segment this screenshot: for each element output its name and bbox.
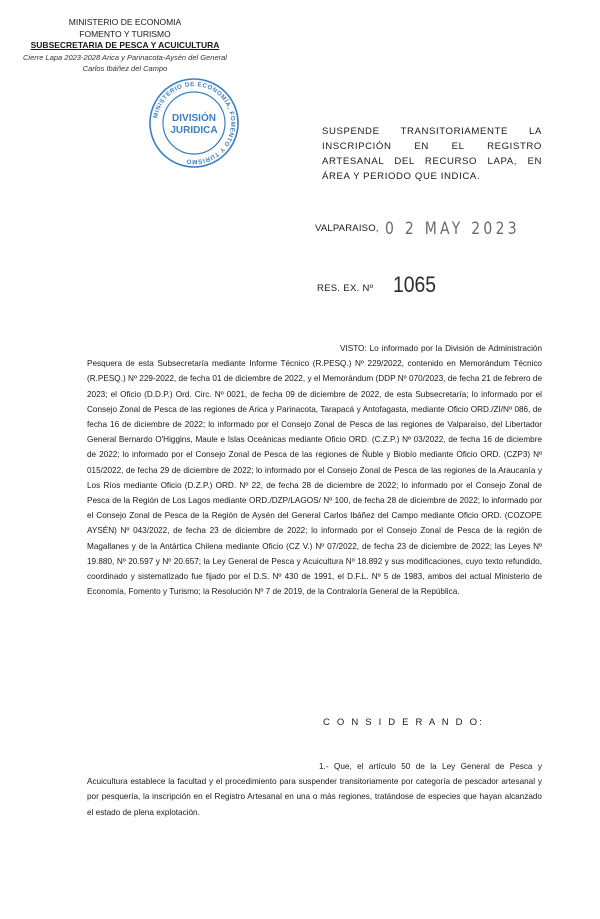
file-reference-line-2: Carlos Ibáñez del Campo [82, 63, 168, 73]
file-reference-line-1: Cierre Lapa 2023-2028 Arica y Parinacota-Aysén del General [23, 52, 227, 62]
stamp-outer-text: MINISTERIO DE ECONOMÍA, FOMENTO Y TURISMO [152, 80, 237, 166]
resolution-label: RES. EX. Nº [317, 283, 374, 294]
considerando-point-1: 1.- Que, el artículo 50 de la Ley General de Pesca y Acuicultura establece la facultad y el procedimiento para suspender transitoriamente por categoría de pescador artesanal y por pesquería, la inscripción en el Registro Artesanal en una o más regiones, tratándose de especies que hayan alcanzado el estado de plena explotación. [87, 762, 542, 817]
date-stamp: 0 2 MAY 2023 [385, 219, 520, 239]
resolution-number: 1065 [393, 272, 437, 297]
letterhead-ministry-2: FOMENTO Y TURISMO [79, 28, 171, 39]
place: VALPARAISO, [315, 223, 379, 234]
letterhead-subsecretaria: SUBSECRETARIA DE PESCA Y ACUICULTURA [30, 40, 220, 50]
letterhead-ministry: MINISTERIO DE ECONOMIA [68, 17, 182, 27]
stamp-inner-line-2: JURIDICA [170, 125, 218, 136]
letterhead [0, 17, 250, 74]
considerando-heading: C O N S I D E R A N D O: [323, 717, 485, 728]
division-juridica-stamp [148, 77, 240, 169]
resolution-subject: SUSPENDE TRANSITORIAMENTE LA INSCRIPCIÓN EN EL REGISTRO ARTESANAL DEL RECURSO LAPA, EN ÁREA Y PERIODO QUE INDICA. [322, 126, 542, 182]
stamp-inner-line-1: DIVISIÓN [172, 113, 216, 124]
visto-paragraph: VISTO: Lo informado por la División de Administración Pesquera de esta Subsecretaría mediante Informe Técnico (R.PESQ.) Nº 229/2022, contenido en Memorándum Técnico (R.PESQ.) Nº 229-2022, de fecha 01 de diciembre de 2022, y el Memorándum (DDP Nº 070/2023, de fecha 21 de febrero de 2023; el Oficio (D.D.P.) Ord. Circ. Nº 0021, de fecha 09 de diciembre de 2022, de esta Subsecretaría; lo informado por el Consejo Zonal de Pesca de las regiones de Arica y Parinacota, Tarapacá y Antofagasta, mediante Oficio ORD./ZI/Nº 086, de fecha 16 de diciembre de 2022; lo informado por el Consejo Zonal de Pesca de las regiones de Valparaíso, del Libertador General Bernardo O'Higgins, Maule e Islas Oceánicas mediante Oficio ORD. (C.Z.P.) Nº 03/2022, de fecha 16 de diciembre de 2022; lo informado por el Consejo Zonal de Pesca de las regiones de Ñuble y Biobío mediante Oficio ORD. (CZP3) Nº 015/2022, de fecha 29 de diciembre de 2022; lo informado por el Consejo Zonal de Pesca de las regiones de la Araucanía y Los Ríos mediante Oficio (D.Z.P.) ORD. Nº 22, de fecha 28 de diciembre de 2022; lo informado por el Consejo Zonal de Pesca de la Región de Los Lagos mediante ORD./DZP/LAGOS/ Nº 100, de fecha 28 de diciembre de 2022; lo informado por el Consejo Zonal de Pesca de la Región de Aysén del General Carlos Ibáñez del Campo mediante Oficio ORD. (COZOPE AYSÉN) Nº 043/2022, de fecha 23 de diciembre de 2022; lo informado por el Consejo Zonal de Pesca de la región de Magallanes y de la Antártica Chilena mediante Oficio (CZ V.) Nº 07/2022, de fecha 23 de diciembre de 2022; las Leyes Nº 19.880, Nº 20.597 y Nº 20.657; la Ley General de Pesca y Acuicultura Nº 18.892 y sus modificaciones, cuyo texto refundido, coordinado y sistematizado fue fijado por el D.S. Nº 430 de 1991, el D.F.L. Nº 5 de 1983, ambos del actual Ministerio de Economía, Fomento y Turismo; la Resolución Nº 7 de 2019, de la Contraloría General de la República. [87, 344, 542, 597]
